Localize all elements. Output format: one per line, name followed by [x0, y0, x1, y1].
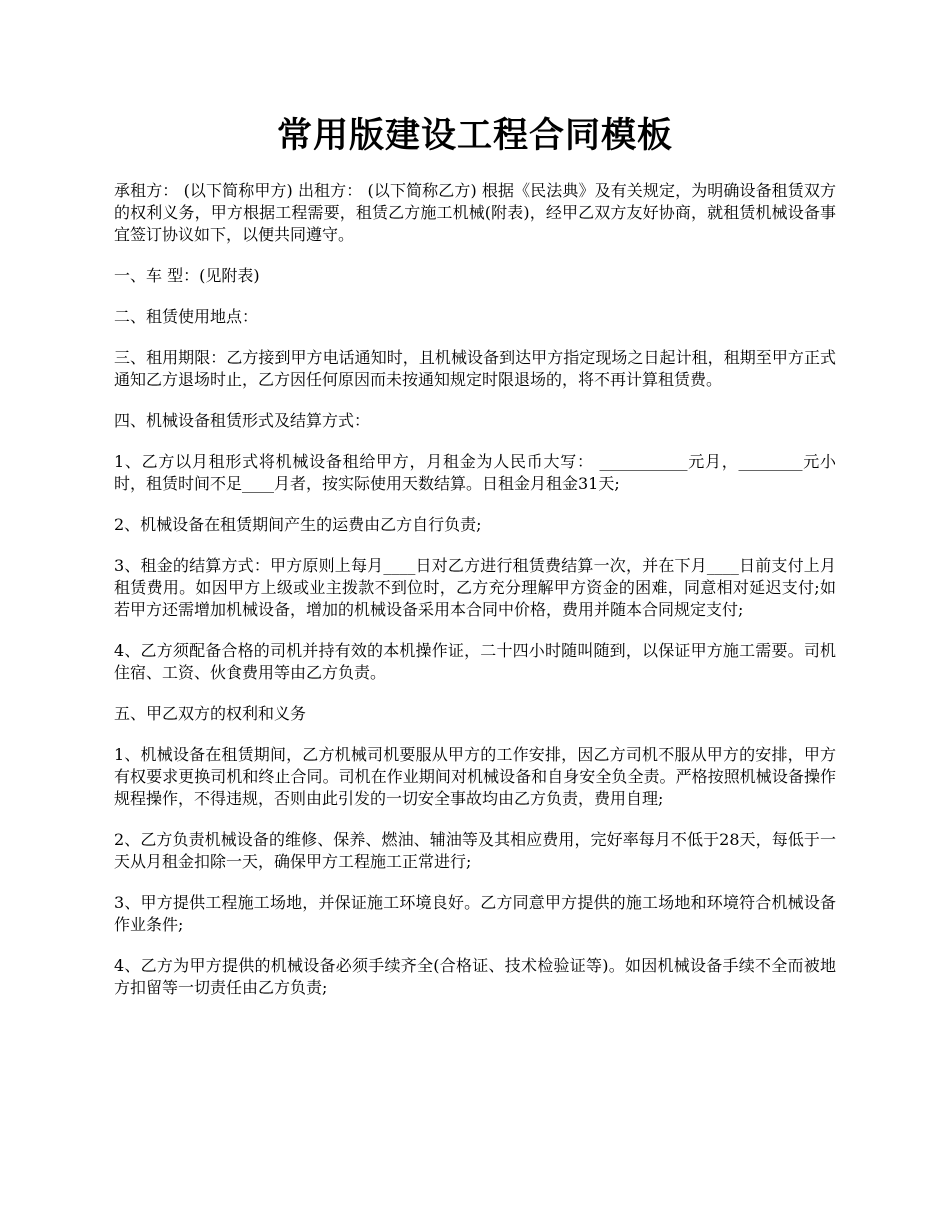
clause-3-term: 三、租用期限：乙方接到甲方电话通知时，且机械设备到达甲方指定现场之日起计租，租期至甲方正式通知乙方退场时止，乙方因任何原因而未按通知规定时限退场的，将不再计算租赁费。 [114, 348, 836, 389]
clause-5-item-2: 2、乙方负责机械设备的维修、保养、燃油、辅油等及其相应费用，完好率每月不低于28天，每低于一天从月租金扣除一天，确保甲方工程施工正常进行; [114, 830, 836, 871]
clause-5-item-1: 1、机械设备在租赁期间，乙方机械司机要服从甲方的工作安排，因乙方司机不服从甲方的安排，甲方有权要求更换司机和终止合同。司机在作业期间对机械设备和自身安全负全责。严格按照机械设备操作规程操作，不得违规，否则由此引发的一切安全事故均由乙方负责，费用自理; [114, 745, 836, 808]
clause-1-vehicle-type: 一、车 型：(见附表) [114, 266, 260, 285]
document-title: 常用版建设工程合同模板 [276, 115, 673, 156]
clause-4-item-3: 3、租金的结算方式：甲方原则上每月____日对乙方进行租赁费结算一次，并在下月____日前支付上月租赁费用。如因甲方上级或业主拨款不到位时，乙方充分理解甲方资金的困难，同意相对延迟支付;如若甲方还需增加机械设备，增加的机械设备采用本合同中价格，费用并随本合同规定支付; [114, 556, 836, 619]
clause-2-location: 二、租赁使用地点： [114, 307, 259, 326]
clause-5-item-4: 4、乙方为甲方提供的机械设备必须手续齐全(合格证、技术检验证等)。如因机械设备手续不全而被地方扣留等一切责任由乙方负责; [114, 956, 836, 997]
document-body [114, 180, 836, 1018]
clause-5-heading: 五、甲乙双方的权利和义务 [114, 704, 307, 723]
intro-paragraph: 承租方： (以下简称甲方) 出租方： (以下简称乙方) 根据《民法典》及有关规定，为明确设备租赁双方的权利义务，甲方根据工程需要，租赁乙方施工机械(附表)，经甲乙双方友好协商，就租赁机械设备事宜签订协议如下，以便共同遵守。 [114, 181, 836, 244]
clause-5-item-3: 3、甲方提供工程施工场地，并保证施工环境良好。乙方同意甲方提供的施工场地和环境符合机械设备作业条件; [114, 893, 836, 934]
clause-4-item-4: 4、乙方须配备合格的司机并持有效的本机操作证，二十四小时随叫随到，以保证甲方施工需要。司机住宿、工资、伙食费用等由乙方负责。 [114, 641, 836, 682]
clause-4-item-2: 2、机械设备在租赁期间产生的运费由乙方自行负责; [114, 515, 482, 534]
clause-4-heading: 四、机械设备租赁形式及结算方式： [114, 411, 371, 430]
clause-4-item-1: 1、乙方以月租形式将机械设备租给甲方，月租金为人民币大写： ___________元月，________元小时，租赁时间不足____月者，按实际使用天数结算。日租金月租金31天; [114, 452, 836, 493]
